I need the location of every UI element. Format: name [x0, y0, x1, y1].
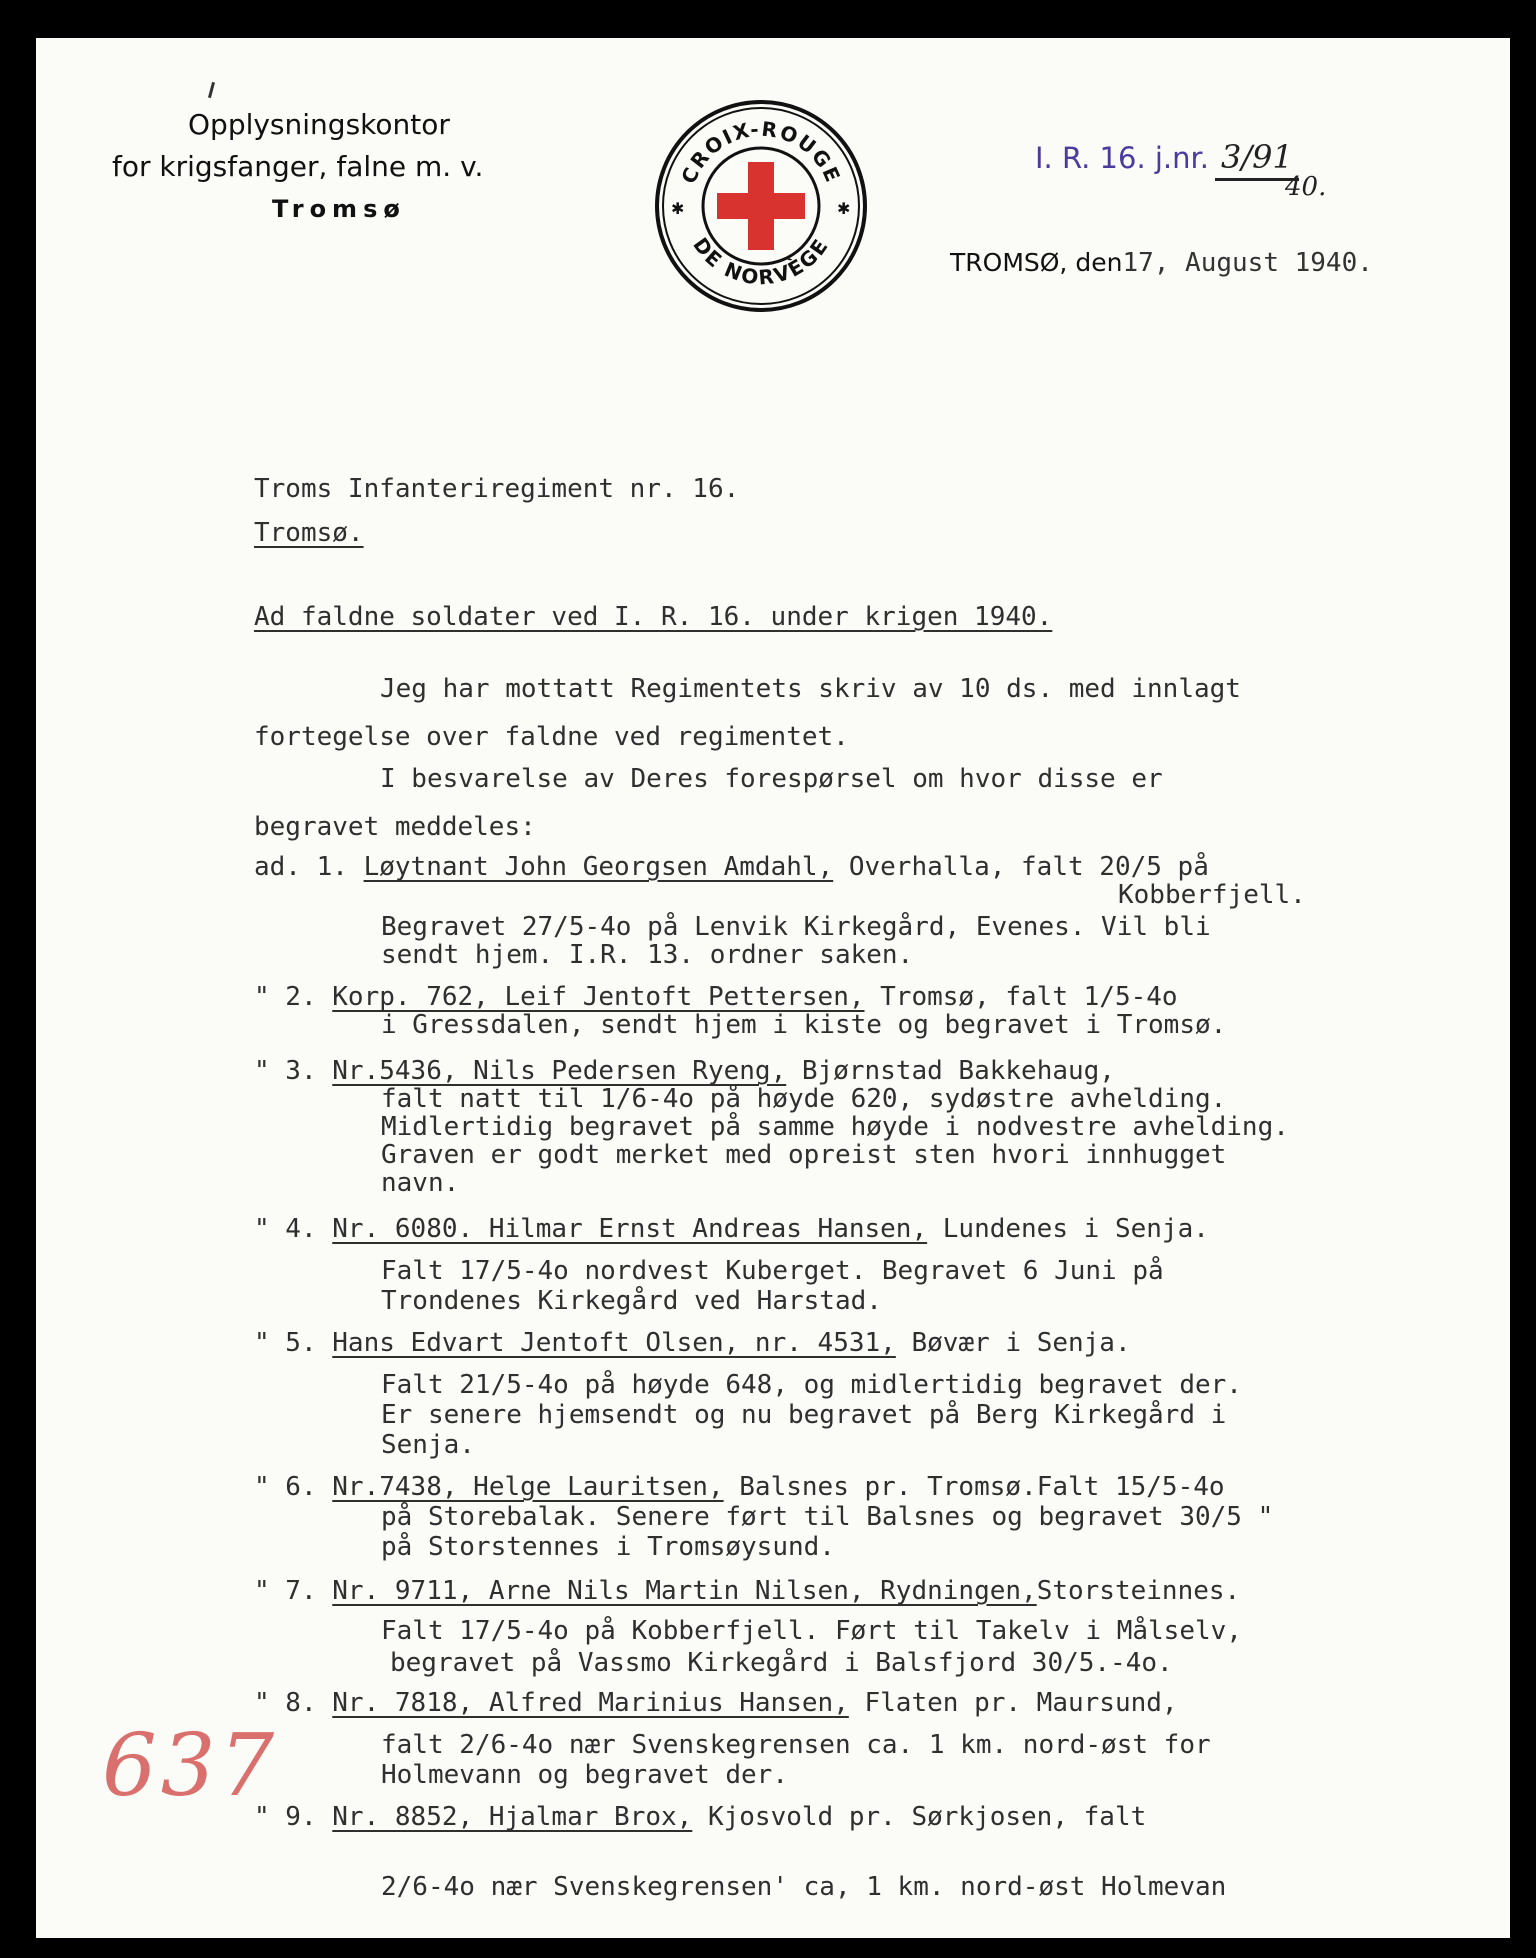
entry-3-line: Graven er godt merket med opreist sten hvori innhugget: [381, 1140, 1227, 1170]
entry-name: Løytnant John Georgsen Amdahl,: [363, 852, 834, 882]
entry-prefix: " 3.: [254, 1056, 317, 1086]
entry-1-line: sendt hjem. I.R. 13. ordner saken.: [381, 940, 914, 970]
entry-rest: Flaten pr. Maursund,: [848, 1688, 1178, 1718]
entry-4-heading: [254, 1214, 1209, 1244]
entry-5-line: Falt 21/5-4o på høyde 648, og midlertidig begravet der.: [381, 1370, 1242, 1400]
entry-name: Korp. 762, Leif Jentoft Pettersen,: [332, 982, 865, 1012]
letter-date: [950, 248, 1373, 278]
entry-1-line: Kobberfjell.: [1118, 880, 1306, 910]
entry-rest: Bjørnstad Bakkehaug,: [786, 1056, 1115, 1086]
entry-prefix: " 6.: [254, 1472, 317, 1502]
entry-name: Nr. 9711, Arne Nils Martin Nilsen, Rydningen,: [332, 1576, 1037, 1606]
org-letterhead: [112, 104, 483, 230]
entry-rest: Storsteinnes.: [1036, 1576, 1241, 1606]
entry-1-line: Begravet 27/5-4o på Lenvik Kirkegård, Evenes. Vil bli: [381, 912, 1211, 942]
entry-9-line: 2/6-4o nær Svenskegrensen' ca, 1 km. nord-øst Holmevan: [381, 1872, 1227, 1902]
entry-rest: Balsnes pr. Tromsø.Falt 15/5-4o: [723, 1472, 1225, 1502]
date-place: TROMSØ, den: [950, 248, 1123, 277]
entry-7-line: Falt 17/5-4o på Kobberfjell. Ført til Takelv i Målselv,: [381, 1616, 1242, 1646]
addressee-line-2: Tromsø.: [254, 518, 364, 548]
ref-prefix: I. R. 16. j.nr.: [1035, 141, 1210, 175]
entry-name: Nr. 6080. Hilmar Ernst Andreas Hansen,: [332, 1214, 928, 1244]
intro-line-4: begravet meddeles:: [254, 812, 536, 842]
journal-reference: [1035, 138, 1327, 202]
entry-prefix: " 8.: [254, 1688, 317, 1718]
entry-6-heading: [254, 1472, 1225, 1502]
entry-8-heading: [254, 1688, 1178, 1718]
org-line-1: Opplysningskontor: [188, 108, 450, 141]
org-line-3: Tromsø: [272, 195, 406, 223]
entry-4-line: Trondenes Kirkegård ved Harstad.: [381, 1286, 882, 1316]
entry-4-line: Falt 17/5-4o nordvest Kuberget. Begravet 6 Juni på: [381, 1256, 1164, 1286]
entry-rest: Bøvær i Senja.: [895, 1328, 1131, 1358]
entry-rest: Overhalla, falt 20/5 på: [833, 852, 1209, 882]
entry-1-heading: [254, 852, 1209, 882]
pencil-page-number: 637: [102, 1716, 279, 1816]
entry-5-line: Senja.: [381, 1430, 475, 1460]
entry-2-heading: [254, 982, 1178, 1012]
entry-name: Nr.7438, Helge Lauritsen,: [332, 1472, 724, 1502]
seal-text-bottom: DE NORVÈGE: [688, 233, 834, 290]
entry-7-line: begravet på Vassmo Kirkegård i Balsfjord 30/5.-4o.: [390, 1648, 1173, 1678]
red-cross-seal-icon: [653, 98, 869, 314]
entry-7-heading: [254, 1576, 1240, 1606]
org-line-2: for krigsfanger, falne m. v.: [112, 150, 484, 183]
entry-8-line: Holmevann og begravet der.: [381, 1760, 788, 1790]
entry-prefix: " 2.: [254, 982, 317, 1012]
entry-6-line: på Storebalak. Senere ført til Balsnes og begravet 30/5 ": [381, 1502, 1274, 1532]
entry-prefix: " 5.: [254, 1328, 317, 1358]
entry-prefix: ad. 1.: [254, 852, 348, 882]
entry-name: Nr. 7818, Alfred Marinius Hansen,: [332, 1688, 849, 1718]
entry-rest: Kjosvold pr. Sørkjosen, falt: [692, 1802, 1147, 1832]
entry-name: Hans Edvart Jentoft Olsen, nr. 4531,: [332, 1328, 896, 1358]
intro-line-1: Jeg har mottatt Regimentets skriv av 10 ds. med innlagt: [380, 674, 1241, 704]
addressee-line-1: Troms Infanteriregiment nr. 16.: [254, 474, 740, 504]
entry-5-heading: [254, 1328, 1131, 1358]
entry-3-heading: [254, 1056, 1115, 1086]
entry-prefix: " 4.: [254, 1214, 317, 1244]
entry-8-line: falt 2/6-4o nær Svenskegrensen ca. 1 km. nord-øst for: [381, 1730, 1211, 1760]
seal-star-right: ✱: [837, 201, 851, 218]
intro-line-2: fortegelse over faldne ved regimentet.: [254, 722, 849, 752]
entry-rest: Lundenes i Senja.: [927, 1214, 1209, 1244]
entry-rest: Tromsø, falt 1/5-4o: [864, 982, 1178, 1012]
entry-name: Nr. 8852, Hjalmar Brox,: [332, 1802, 693, 1832]
entry-3-line: falt natt til 1/6-4o på høyde 620, sydøstre avhelding.: [381, 1084, 1227, 1114]
entry-2-line: i Gressdalen, sendt hjem i kiste og begravet i Tromsø.: [381, 1010, 1227, 1040]
entry-prefix: " 9.: [254, 1802, 317, 1832]
seal-text-top: CROIX-ROUGE: [676, 116, 846, 188]
ref-number: 3/91: [1215, 138, 1299, 181]
entry-5-line: Er senere hjemsendt og nu begravet på Berg Kirkegård i: [381, 1400, 1227, 1430]
entry-9-heading: [254, 1802, 1146, 1832]
date-value: 17, August 1940.: [1122, 248, 1373, 278]
entry-name: Nr.5436, Nils Pedersen Ryeng,: [332, 1056, 787, 1086]
entry-prefix: " 7.: [254, 1576, 317, 1606]
entry-3-line: Midlertidig begravet på samme høyde i nodvestre avhelding.: [381, 1112, 1289, 1142]
intro-line-3: I besvarelse av Deres forespørsel om hvor disse er: [380, 764, 1163, 794]
subject-line: Ad faldne soldater ved I. R. 16. under krigen 1940.: [254, 602, 1053, 632]
seal-star-left: ✱: [671, 201, 685, 218]
entry-6-line: på Storstennes i Tromsøysund.: [381, 1532, 835, 1562]
entry-3-line: navn.: [381, 1168, 460, 1198]
ref-year: 40.: [1285, 172, 1327, 202]
red-cross-horizontal: [717, 193, 805, 219]
